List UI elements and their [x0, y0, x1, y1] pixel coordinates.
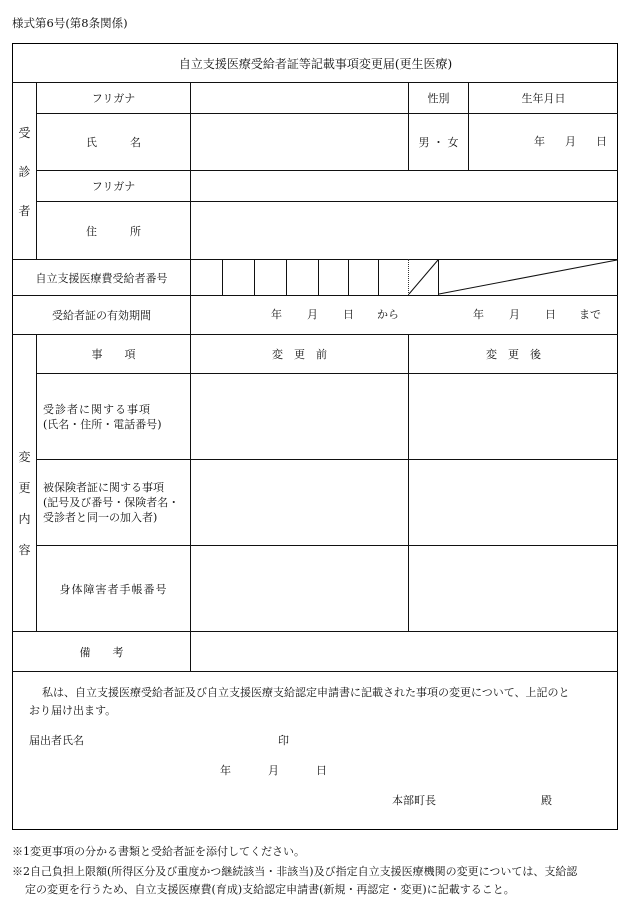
from-year: 年: [271, 308, 282, 321]
gender-label: 性別: [427, 92, 450, 105]
to-year: 年: [473, 308, 484, 321]
seal-mark: 印: [278, 734, 289, 747]
form-title: 自立支援医療受給者証等記載事項変更届(更生医療): [178, 56, 453, 71]
change-before-patient[interactable]: [191, 374, 408, 459]
note-2-line1: ※2自己負担上限額(所得区分及び重度かつ継続該当・非該当)及び指定自立支援医療機関の変更については、支給認: [12, 865, 578, 878]
item-text: (氏名・住所・電話番号): [43, 418, 162, 431]
date-day: 日: [316, 764, 327, 777]
birthdate-label: 生年月日: [521, 92, 566, 105]
day-label: 日: [596, 135, 607, 148]
recipient-number-label: 自立支援医療費受給者番号: [35, 271, 168, 285]
change-after-disability[interactable]: [409, 546, 618, 631]
validity-input[interactable]: [191, 296, 618, 334]
furigana-label: フリガナ: [91, 92, 136, 105]
item-text: 受診者と同一の加入者): [43, 511, 158, 524]
changes-side-label: [13, 374, 36, 631]
address-label: 住 所: [86, 224, 141, 238]
change-item-disability: 身体障害者手帳番号: [59, 582, 168, 596]
remarks-label: 備 考: [79, 645, 124, 659]
change-item-patient: [37, 374, 190, 459]
to-day: 日: [545, 308, 556, 321]
col-after-header: 変 更 後: [486, 348, 541, 361]
from-month: 月: [307, 308, 318, 321]
side-char: 容: [18, 542, 31, 557]
note-2-line2: 定の変更を行うため、自立支援医療費(育成)支給認定申請書(新規・再認定・変更)に記載すること。: [25, 883, 515, 896]
honorific: 殿: [541, 794, 552, 807]
item-text: (記号及び番号・保険者名・: [43, 496, 180, 509]
date-year: 年: [220, 764, 231, 777]
declaration-line2: おり届け出ます。: [29, 704, 117, 717]
remarks-input[interactable]: [191, 632, 618, 671]
month-label: 月: [565, 135, 576, 148]
address-furigana-input[interactable]: [191, 171, 618, 201]
furigana-input[interactable]: [191, 83, 408, 113]
side-char: 内: [18, 511, 31, 526]
applicant-name-input[interactable]: [92, 728, 272, 750]
from-suffix: から: [377, 308, 399, 321]
diagonal-line: [409, 260, 438, 294]
date-month: 月: [268, 764, 279, 777]
note-1: ※1変更事項の分かる書類と受給者証を添付してください。: [12, 845, 305, 858]
side-char: 更: [18, 480, 31, 495]
to-month: 月: [509, 308, 520, 321]
name-input[interactable]: [191, 114, 408, 170]
change-item-insurance: [37, 460, 190, 545]
form-number: 様式第6号(第8条関係): [12, 16, 128, 30]
diagonal-line: [439, 260, 617, 294]
birthdate-input[interactable]: [469, 114, 618, 170]
change-before-disability[interactable]: [191, 546, 408, 631]
patient-side-label: [13, 83, 36, 259]
furigana2-label: フリガナ: [91, 180, 136, 193]
validity-label: 受給者証の有効期間: [52, 309, 151, 322]
name-label: 氏 名: [86, 136, 141, 149]
col-item-header: 事 項: [91, 348, 136, 361]
item-text: 被保険者証に関する事項: [43, 481, 164, 494]
address-input[interactable]: [191, 202, 618, 259]
side-char: 変: [18, 449, 31, 464]
to-suffix: まで: [579, 308, 601, 321]
declaration-line1: 私は、自立支援医療受給者証及び自立支援医療支給認定申請書に記載された事項の変更について、上記のと: [42, 686, 570, 699]
from-day: 日: [343, 308, 354, 321]
side-char: 受: [18, 125, 31, 140]
side-char: 診: [18, 164, 31, 179]
change-after-patient[interactable]: [409, 374, 618, 459]
col-before-header: 変 更 前: [272, 348, 327, 361]
item-text: 受診者に関する事項: [43, 403, 151, 416]
change-after-insurance[interactable]: [409, 460, 618, 545]
change-before-insurance[interactable]: [191, 460, 408, 545]
applicant-label: 届出者氏名: [29, 734, 84, 747]
year-label: 年: [534, 135, 545, 148]
recipient-number-input[interactable]: [191, 260, 408, 295]
gender-options[interactable]: 男 ・ 女: [418, 136, 459, 149]
mayor-label: 本部町長: [392, 794, 436, 807]
side-char: 者: [18, 203, 31, 218]
